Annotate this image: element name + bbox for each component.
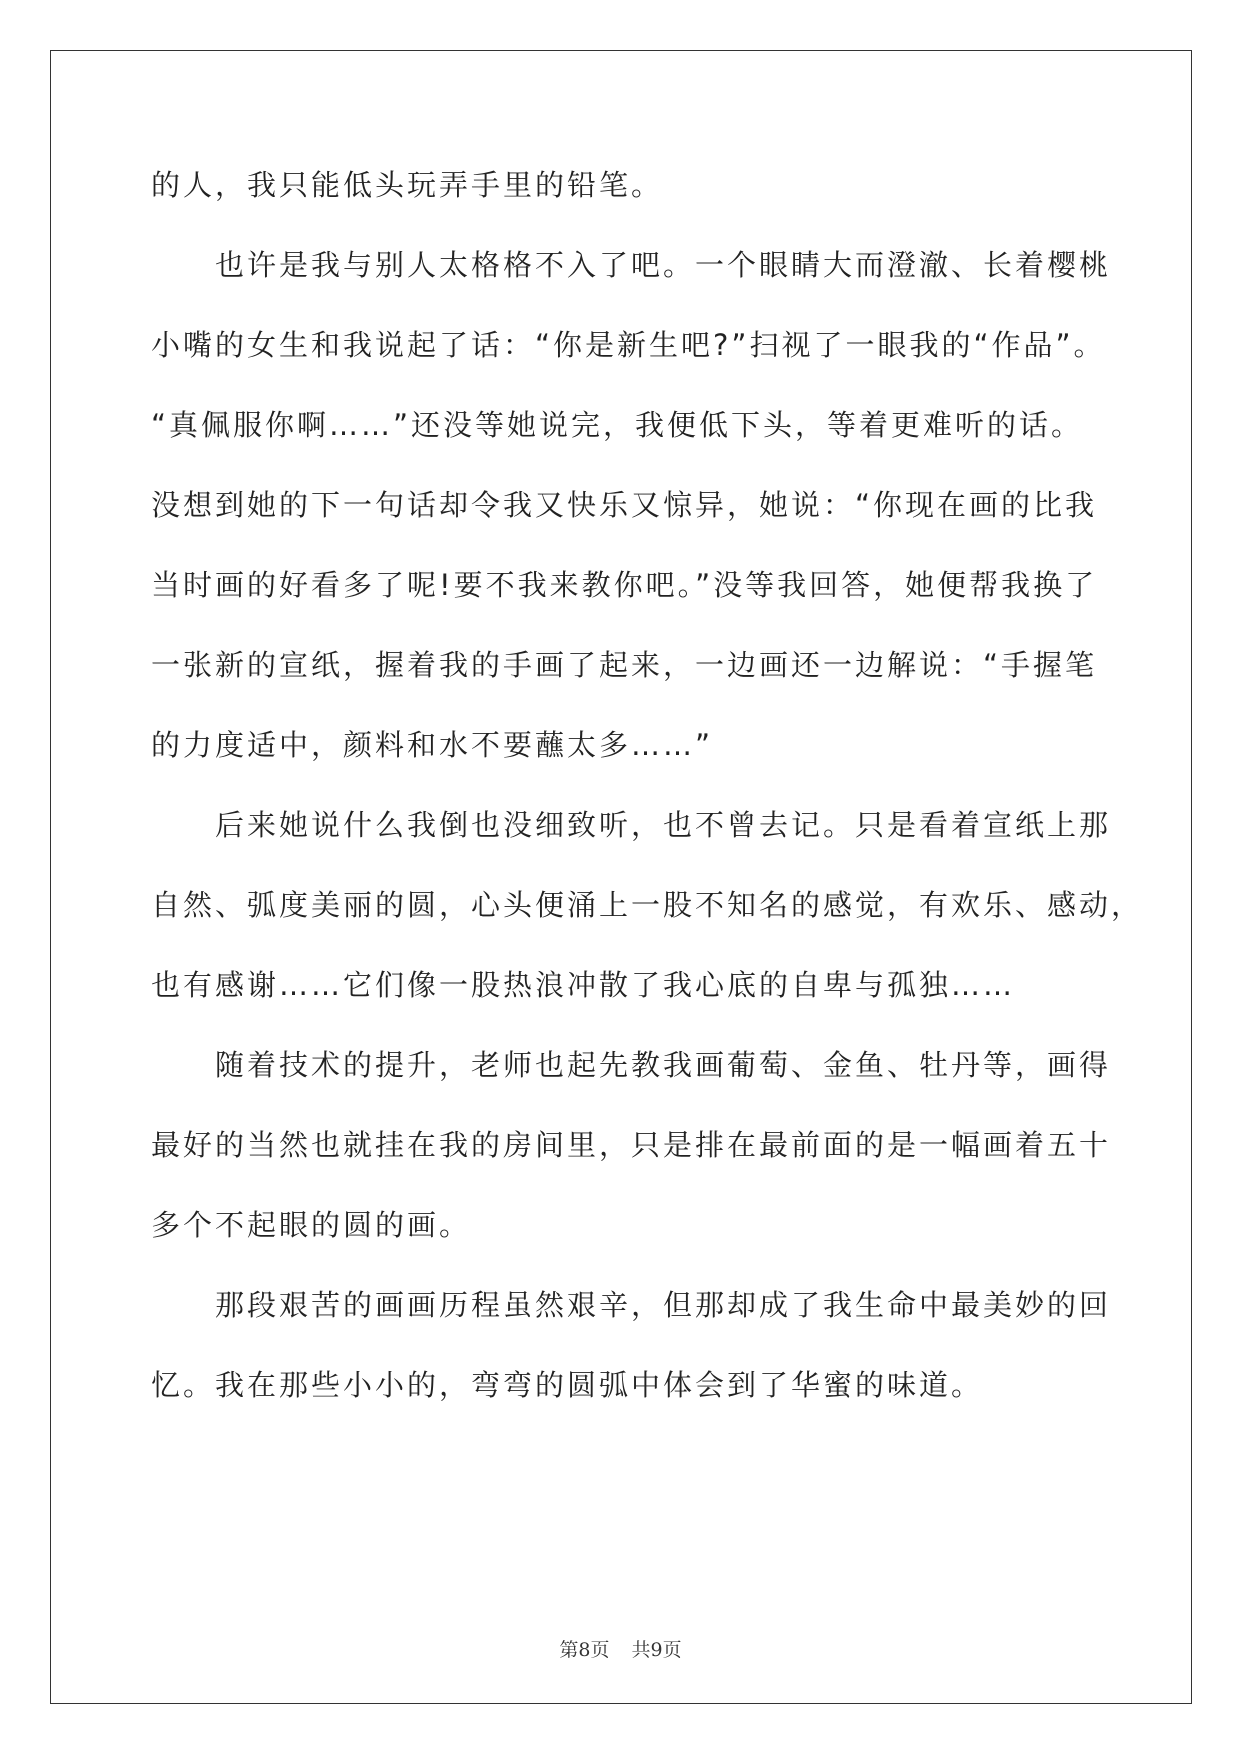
text-line: 也有感谢……它们像一股热浪冲散了我心底的自卑与孤独……: [151, 968, 1016, 1002]
text-line: 的人，我只能低头玩弄手里的铅笔。: [151, 168, 664, 202]
text-line: 随着技术的提升，老师也起先教我画葡萄、金鱼、牡丹等，画得: [215, 1048, 1112, 1082]
text-line: 小嘴的女生和我说起了话：“你是新生吧?”扫视了一眼我的“作品”。: [151, 328, 1106, 362]
text-line: 忆。我在那些小小的，弯弯的圆弧中体会到了华蜜的味道。: [151, 1368, 984, 1402]
text-line: 也许是我与别人太格格不入了吧。一个眼睛大而澄澈、长着樱桃: [215, 248, 1112, 282]
text-line: 一张新的宣纸，握着我的手画了起来，一边画还一边解说：“手握笔: [151, 648, 1098, 682]
page-footer: [0, 1635, 1241, 1662]
text-line: 那段艰苦的画画历程虽然艰辛，但那却成了我生命中最美妙的回: [215, 1288, 1112, 1322]
text-line: 的力度适中，颜料和水不要蘸太多……”: [151, 728, 714, 762]
text-line: 最好的当然也就挂在我的房间里，只是排在最前面的是一幅画着五十: [151, 1128, 1112, 1162]
text-line: 多个不起眼的圆的画。: [151, 1208, 472, 1242]
text-line: 自然、弧度美丽的圆，心头便涌上一股不知名的感觉，有欢乐、感动，: [151, 888, 1144, 922]
text-line: 没想到她的下一句话却令我又快乐又惊异，她说：“你现在画的比我: [151, 488, 1098, 522]
body-text: [151, 155, 1144, 1435]
page-total: 共9页: [631, 1639, 682, 1661]
text-line: “真佩服你啊……”还没等她说完，我便低下头，等着更难听的话。: [151, 408, 1084, 442]
text-line: 当时画的好看多了呢!要不我来教你吧。”没等我回答，她便帮我换了: [151, 568, 1098, 602]
text-line: 后来她说什么我倒也没细致听，也不曾去记。只是看着宣纸上那: [215, 808, 1112, 842]
page-number: 第8页: [559, 1639, 610, 1661]
